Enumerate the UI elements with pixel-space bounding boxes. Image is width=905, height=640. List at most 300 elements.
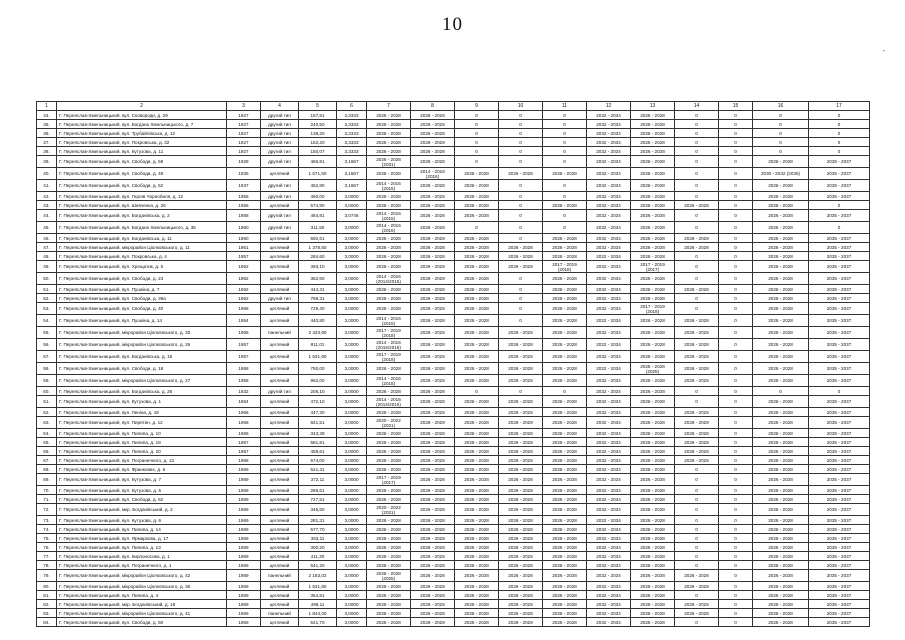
- table-cell: 45.: [37, 222, 57, 234]
- table-cell: 72.: [37, 504, 57, 516]
- table-row: [37, 456, 870, 465]
- table-cell: 2035 - 2037: [809, 552, 870, 561]
- table-cell: 1969: [227, 486, 261, 495]
- table-cell: 2026 - 2028: [455, 534, 499, 543]
- table-cell: другий тип: [261, 147, 299, 156]
- table-cell: 1957: [227, 351, 261, 363]
- table-cell: 0: [499, 234, 543, 243]
- table-cell: 2026 - 2028: [543, 609, 587, 618]
- table-cell: 2026 - 2028: [455, 315, 499, 327]
- column-number-cell: 1: [37, 102, 57, 111]
- table-cell: 3,0000: [337, 609, 367, 618]
- table-cell: 1957: [227, 252, 261, 261]
- address-cell: Г. Переяслав-Хмельницький, вул. Героїв Чорнобиля, д. 12: [57, 192, 227, 201]
- table-cell: 363,11: [299, 534, 337, 543]
- table-cell: 2026 - 2028: [631, 192, 675, 201]
- address-cell: Г. Переяслав-Хмельницький, вул. Свободи, д. 18: [57, 363, 227, 375]
- table-cell: цегляний: [261, 561, 299, 570]
- table-cell: 0: [675, 252, 719, 261]
- table-cell: 0: [719, 447, 753, 456]
- table-cell: 1969: [227, 465, 261, 474]
- table-cell: 2026 - 2028: [631, 618, 675, 627]
- table-row: [37, 201, 870, 210]
- table-cell: 2026 - 2028: [499, 504, 543, 516]
- table-cell: 62.: [37, 408, 57, 417]
- table-cell: 2026 - 2028: [753, 339, 809, 351]
- table-cell: 2026 - 2028: [543, 552, 587, 561]
- table-cell: 2026 - 2028: [367, 285, 411, 294]
- table-cell: 3,3333: [337, 138, 367, 147]
- table-cell: 2026 - 2028: [543, 582, 587, 591]
- table-cell: цегляний: [261, 261, 299, 273]
- table-cell: 2026 - 2028: [675, 429, 719, 438]
- table-cell: 2035 - 2037: [809, 180, 870, 192]
- table-cell: 0: [675, 192, 719, 201]
- table-cell: 2026 - 2028: [499, 618, 543, 627]
- table-cell: 0: [499, 303, 543, 315]
- table-cell: другий тип: [261, 138, 299, 147]
- table-cell: 0: [719, 120, 753, 129]
- address-cell: Г. Переяслав-Хмельницький, вул. Хрещатик, д. 5: [57, 261, 227, 273]
- table-cell: 1969: [227, 582, 261, 591]
- table-cell: 2026 - 2028: [455, 582, 499, 591]
- table-cell: 2026 - 2028: [455, 474, 499, 486]
- table-cell: цегляний: [261, 315, 299, 327]
- table-cell: 1969: [227, 552, 261, 561]
- table-cell: 2026 - 2028: [753, 516, 809, 525]
- table-cell: 2026 - 2028: [411, 327, 455, 339]
- table-cell: 2026 - 2028: [411, 543, 455, 552]
- table-cell: 281,31: [299, 516, 337, 525]
- table-cell: 2026 - 2028: [411, 351, 455, 363]
- table-cell: 1969: [227, 618, 261, 627]
- table-cell: 2026 - 2028: [455, 363, 499, 375]
- table-cell: 2026 - 2028: [499, 474, 543, 486]
- table-cell: 574,00: [299, 456, 337, 465]
- table-cell: другий тип: [261, 222, 299, 234]
- table-cell: 0: [719, 534, 753, 543]
- table-cell: 2026 - 2028: [499, 261, 543, 273]
- table-cell: цегляний: [261, 438, 299, 447]
- table-cell: 59.: [37, 375, 57, 387]
- table-cell: 0: [675, 303, 719, 315]
- table-cell: 2026 - 2028: [631, 285, 675, 294]
- table-cell: 2026 - 2028: [753, 192, 809, 201]
- table-cell: 2035 - 2037: [809, 429, 870, 438]
- table-row: [37, 192, 870, 201]
- table-cell: 2026 - 2028: [675, 438, 719, 447]
- table-cell: 2032 - 2034: [587, 591, 631, 600]
- address-cell: Г. Переяслав-Хмельницький, вул. Шевченка, д. 26: [57, 201, 227, 210]
- table-cell: другий тип: [261, 294, 299, 303]
- table-row: [37, 516, 870, 525]
- table-cell: 37.: [37, 138, 57, 147]
- table-cell: 2026 - 2028: [543, 495, 587, 504]
- table-cell: 0: [455, 387, 499, 396]
- table-cell: 2032 - 2034: [587, 261, 631, 273]
- table-cell: 36.: [37, 129, 57, 138]
- table-cell: 2026 - 2028: [675, 285, 719, 294]
- table-cell: 2026 - 2028: [753, 156, 809, 168]
- table-row: [37, 180, 870, 192]
- table-cell: 2026 - 2028: [675, 456, 719, 465]
- table-cell: 2026 - 2028: [753, 534, 809, 543]
- table-cell: 2026 - 2028: [411, 243, 455, 252]
- table-cell: 2026 - 2028: [675, 201, 719, 210]
- table-cell: 447,30: [299, 408, 337, 417]
- table-cell: цегляний: [261, 273, 299, 285]
- table-cell: 2026 - 2028: [455, 273, 499, 285]
- table-cell: 2032 - 2034: [587, 582, 631, 591]
- table-cell: 2017 - 2019 (2018): [367, 351, 411, 363]
- table-cell: 0: [719, 327, 753, 339]
- table-cell: 2026 - 2028: [543, 591, 587, 600]
- table-cell: цегляний: [261, 252, 299, 261]
- table-cell: 2026 - 2028: [753, 408, 809, 417]
- column-number-cell: 13: [631, 102, 675, 111]
- table-cell: 2026 - 2028: [631, 591, 675, 600]
- table-cell: 2032 - 2034: [587, 180, 631, 192]
- table-cell: 2026 - 2028: [543, 600, 587, 609]
- table-cell: 77.: [37, 552, 57, 561]
- table-cell: 0: [675, 111, 719, 120]
- table-cell: 1969: [227, 534, 261, 543]
- table-row: [37, 351, 870, 363]
- table-cell: 1962: [227, 294, 261, 303]
- table-cell: 2032 - 2034: [587, 561, 631, 570]
- column-number-cell: 17: [809, 102, 870, 111]
- table-cell: 2026 - 2028: [367, 147, 411, 156]
- table-cell: 2035 - 2037: [809, 243, 870, 252]
- table-cell: 2026 - 2028: [411, 147, 455, 156]
- table-cell: 0: [675, 129, 719, 138]
- table-cell: 2035 - 2037: [809, 456, 870, 465]
- table-cell: 40.: [37, 168, 57, 180]
- table-cell: 2035 - 2037: [809, 438, 870, 447]
- column-number-cell: 9: [455, 102, 499, 111]
- table-cell: цегляний: [261, 363, 299, 375]
- table-cell: 3,0000: [337, 429, 367, 438]
- table-cell: 2026 - 2028: [499, 351, 543, 363]
- table-cell: 2032 - 2034: [587, 618, 631, 627]
- table-cell: 3,0000: [337, 285, 367, 294]
- table-cell: 0: [675, 534, 719, 543]
- table-cell: 444,31: [299, 285, 337, 294]
- table-cell: 1962: [227, 261, 261, 273]
- table-cell: 1962: [227, 285, 261, 294]
- table-cell: 2026 - 2028: [411, 609, 455, 618]
- table-cell: 2026 - 2028: [753, 447, 809, 456]
- table-cell: 2026 - 2028: [367, 561, 411, 570]
- table-cell: 2026 - 2028: [753, 315, 809, 327]
- table-cell: 2026 - 2028: [631, 351, 675, 363]
- table-cell: 2026 - 2028: [499, 396, 543, 408]
- table-cell: 1969: [227, 561, 261, 570]
- table-cell: 2026 - 2028: [455, 504, 499, 516]
- table-cell: 464,81: [299, 210, 337, 222]
- table-cell: 2026 - 2028: [411, 456, 455, 465]
- table-cell: 38.: [37, 147, 57, 156]
- table-cell: 2026 - 2028: [455, 618, 499, 627]
- table-cell: 2026 - 2028: [543, 516, 587, 525]
- table-cell: 3,0000: [337, 294, 367, 303]
- table-cell: 2014 - 2016 (2014/2015): [367, 273, 411, 285]
- table-cell: 2026 - 2028 (2025): [367, 570, 411, 582]
- table-cell: 3,0000: [337, 465, 367, 474]
- table-cell: 2026 - 2028: [367, 447, 411, 456]
- table-cell: 58.: [37, 363, 57, 375]
- table-row: [37, 534, 870, 543]
- table-cell: 2026 - 2028: [411, 438, 455, 447]
- table-cell: 2035 - 2037: [809, 609, 870, 618]
- table-row: [37, 111, 870, 120]
- table-cell: 3,0000: [337, 351, 367, 363]
- table-row: [37, 429, 870, 438]
- table-cell: 2032 - 2034: [587, 192, 631, 201]
- table-cell: цегляний: [261, 243, 299, 252]
- table-cell: 2026 - 2028: [631, 147, 675, 156]
- table-cell: 0: [719, 156, 753, 168]
- table-cell: 3,0000: [337, 408, 367, 417]
- table-cell: 2026 - 2028: [631, 543, 675, 552]
- table-cell: 2035 - 2037: [809, 192, 870, 201]
- table-cell: 393,10: [299, 261, 337, 273]
- table-cell: 2026 - 2028: [367, 294, 411, 303]
- table-cell: 2026 - 2028: [753, 552, 809, 561]
- table-cell: 0: [543, 111, 587, 120]
- table-cell: 80.: [37, 582, 57, 591]
- table-cell: 2026 - 2028: [631, 534, 675, 543]
- table-cell: 1957: [227, 339, 261, 351]
- table-row: [37, 570, 870, 582]
- table-cell: 2026 - 2028: [675, 363, 719, 375]
- table-cell: 2026 - 2028: [543, 168, 587, 180]
- table-cell: цегляний: [261, 591, 299, 600]
- table-cell: 2026 - 2028: [543, 315, 587, 327]
- table-cell: 472,10: [299, 396, 337, 408]
- table-cell: 2026 - 2028: [753, 582, 809, 591]
- table-cell: 2026 - 2028: [753, 201, 809, 210]
- table-row: [37, 438, 870, 447]
- table-cell: 2032 - 2034: [587, 543, 631, 552]
- table-cell: 0: [499, 120, 543, 129]
- table-cell: 0: [719, 294, 753, 303]
- table-cell: 2032 - 2034: [587, 438, 631, 447]
- housing-repair-schedule-table: [36, 101, 870, 627]
- table-cell: 574,80: [299, 201, 337, 210]
- table-cell: 729,40: [299, 303, 337, 315]
- table-cell: 2026 - 2028: [367, 495, 411, 504]
- table-cell: 2026 - 2028: [631, 408, 675, 417]
- table-cell: 0: [675, 543, 719, 552]
- table-cell: 1960: [227, 234, 261, 243]
- column-number-cell: 15: [719, 102, 753, 111]
- table-cell: 2030 - 2032 (2035): [753, 168, 809, 180]
- table-cell: 2026 - 2028: [753, 525, 809, 534]
- table-row: [37, 120, 870, 129]
- table-cell: 2032 - 2034: [587, 396, 631, 408]
- table-cell: 0: [719, 408, 753, 417]
- table-cell: 2026 - 2028: [455, 600, 499, 609]
- address-cell: Г. Переяслав-Хмельницький, вул. Пилипа, д. 4: [57, 591, 227, 600]
- table-cell: 2026 - 2028: [411, 201, 455, 210]
- table-cell: 2026 - 2028: [675, 375, 719, 387]
- table-cell: 0: [753, 111, 809, 120]
- table-cell: 0: [675, 147, 719, 156]
- table-cell: 0: [719, 396, 753, 408]
- table-cell: 2026 - 2028: [367, 129, 411, 138]
- table-cell: 0: [719, 429, 753, 438]
- table-cell: 2032 - 2034: [587, 120, 631, 129]
- table-cell: 2032 - 2034: [587, 516, 631, 525]
- table-cell: 2026 - 2028: [753, 474, 809, 486]
- table-cell: 0: [719, 303, 753, 315]
- table-cell: 0: [455, 138, 499, 147]
- table-cell: 2026 - 2028: [631, 234, 675, 243]
- table-cell: 2035 - 2037: [809, 465, 870, 474]
- table-cell: 2035 - 2037: [809, 168, 870, 180]
- table-cell: 0: [719, 495, 753, 504]
- table-cell: 0: [719, 243, 753, 252]
- table-cell: другий тип: [261, 210, 299, 222]
- table-cell: 49.: [37, 261, 57, 273]
- table-cell: 2026 - 2028: [753, 486, 809, 495]
- table-cell: 1966: [227, 429, 261, 438]
- table-cell: 2035 - 2037: [809, 486, 870, 495]
- table-cell: 39.: [37, 156, 57, 168]
- table-cell: 2026 - 2028: [753, 417, 809, 429]
- table-cell: 2026 - 2028: [543, 408, 587, 417]
- table-cell: 2032 - 2034: [587, 303, 631, 315]
- address-cell: Г. Переяслав-Хмельницький, вул. Кутузова, д. 6: [57, 516, 227, 525]
- table-cell: 2026 - 2028: [411, 525, 455, 534]
- table-cell: 2032 - 2034: [587, 351, 631, 363]
- table-cell: 2035 - 2037: [809, 375, 870, 387]
- table-cell: 0: [499, 315, 543, 327]
- table-cell: цегляний: [261, 582, 299, 591]
- table-cell: 1969: [227, 570, 261, 582]
- table-cell: 2026 - 2028: [631, 465, 675, 474]
- table-cell: 2032 - 2034: [587, 465, 631, 474]
- address-cell: Г. Переяслав-Хмельницький, вул. Франкових, д. 6: [57, 465, 227, 474]
- table-cell: 2017 - 2019 (2018): [631, 303, 675, 315]
- table-cell: 3,0000: [337, 534, 367, 543]
- table-cell: 2035 - 2037: [809, 303, 870, 315]
- table-row: [37, 261, 870, 273]
- address-cell: Г. Переяслав-Хмельницький, мікрорайон Ціолковського, д. 27: [57, 375, 227, 387]
- table-cell: другий тип: [261, 111, 299, 120]
- table-cell: 2017 - 2019 (2018): [543, 261, 587, 273]
- table-cell: 1 631,80: [299, 582, 337, 591]
- table-cell: 2026 - 2028: [411, 111, 455, 120]
- table-cell: 2035 - 2037: [809, 447, 870, 456]
- table-cell: 0: [719, 351, 753, 363]
- table-cell: 2026 - 2028: [543, 273, 587, 285]
- table-row: [37, 315, 870, 327]
- table-cell: 440,80: [299, 315, 337, 327]
- table-cell: 0: [719, 339, 753, 351]
- table-cell: 150,07: [299, 147, 337, 156]
- table-cell: 2032 - 2034: [587, 234, 631, 243]
- table-cell: 2026 - 2028: [543, 201, 587, 210]
- table-cell: 0: [675, 516, 719, 525]
- table-cell: 0: [499, 180, 543, 192]
- table-cell: 2035 - 2037: [809, 561, 870, 570]
- table-cell: 458,61: [299, 447, 337, 456]
- table-cell: 2026 - 2028: [631, 138, 675, 147]
- table-row: [37, 252, 870, 261]
- table-cell: 2026 - 2028: [499, 534, 543, 543]
- table-cell: 2026 - 2028: [753, 591, 809, 600]
- table-cell: 206,10: [299, 387, 337, 396]
- table-cell: 0: [675, 525, 719, 534]
- table-cell: 2026 - 2028: [631, 429, 675, 438]
- table-cell: цегляний: [261, 375, 299, 387]
- table-cell: цегляний: [261, 618, 299, 627]
- table-cell: 799,31: [299, 294, 337, 303]
- table-cell: 2026 - 2028: [543, 339, 587, 351]
- table-cell: 0: [719, 222, 753, 234]
- table-cell: 2026 - 2028: [455, 351, 499, 363]
- address-cell: Г. Переяслав-Хмельницький, вул. Пилипа, д. 14: [57, 525, 227, 534]
- table-cell: 2026 - 2028: [499, 363, 543, 375]
- table-cell: 2026 - 2028: [675, 582, 719, 591]
- table-cell: 2026 - 2028: [631, 396, 675, 408]
- table-cell: 152,20: [299, 138, 337, 147]
- table-row: [37, 591, 870, 600]
- address-cell: Г. Переяслав-Хмельницький, вул. Богдана Хмельницького, д. 35: [57, 222, 227, 234]
- table-cell: 0: [675, 210, 719, 222]
- table-cell: 2026 - 2028: [367, 120, 411, 129]
- table-cell: 0: [753, 387, 809, 396]
- table-cell: цегляний: [261, 168, 299, 180]
- table-cell: 2014 - 2016 (2016): [367, 222, 411, 234]
- table-cell: 2035 - 2037: [809, 417, 870, 429]
- table-cell: 2026 - 2028: [753, 600, 809, 609]
- table-cell: 2035 - 2037: [809, 582, 870, 591]
- table-cell: 2026 - 2028: [367, 525, 411, 534]
- table-cell: 2032 - 2034: [587, 495, 631, 504]
- table-cell: 0: [543, 192, 587, 201]
- table-cell: 841,51: [299, 417, 337, 429]
- table-cell: 2014 - 2016 (2015): [367, 180, 411, 192]
- table-cell: 69.: [37, 474, 57, 486]
- table-cell: 2026 - 2028: [455, 243, 499, 252]
- table-row: [37, 294, 870, 303]
- table-cell: 2026 - 2028: [455, 375, 499, 387]
- table-cell: 2026 - 2028: [455, 339, 499, 351]
- table-cell: 0: [455, 129, 499, 138]
- table-cell: 2035 - 2037: [809, 495, 870, 504]
- table-cell: 2026 - 2028: [367, 387, 411, 396]
- address-cell: Г. Переяслав-Хмельницький, мкр. Богданівський, д. 18: [57, 600, 227, 609]
- table-cell: 2026 - 2028: [455, 285, 499, 294]
- table-cell: 0: [675, 180, 719, 192]
- address-cell: Г. Переяслав-Хмельницький, вул. Богдана Хмельницького, д. 7: [57, 120, 227, 129]
- table-row: [37, 447, 870, 456]
- table-cell: 2026 - 2028: [411, 294, 455, 303]
- table-cell: 2026 - 2028: [411, 582, 455, 591]
- table-cell: 2026 - 2028: [499, 375, 543, 387]
- table-cell: 0: [543, 156, 587, 168]
- table-cell: 2026 - 2028: [543, 363, 587, 375]
- table-cell: 2032 - 2034: [587, 201, 631, 210]
- address-cell: Г. Переяслав-Хмельницький, вул. Богданівська, д. 16: [57, 351, 227, 363]
- table-cell: 1968: [227, 303, 261, 315]
- table-cell: 2026 - 2028: [753, 438, 809, 447]
- table-cell: 0: [719, 315, 753, 327]
- table-cell: 2026 - 2028: [753, 363, 809, 375]
